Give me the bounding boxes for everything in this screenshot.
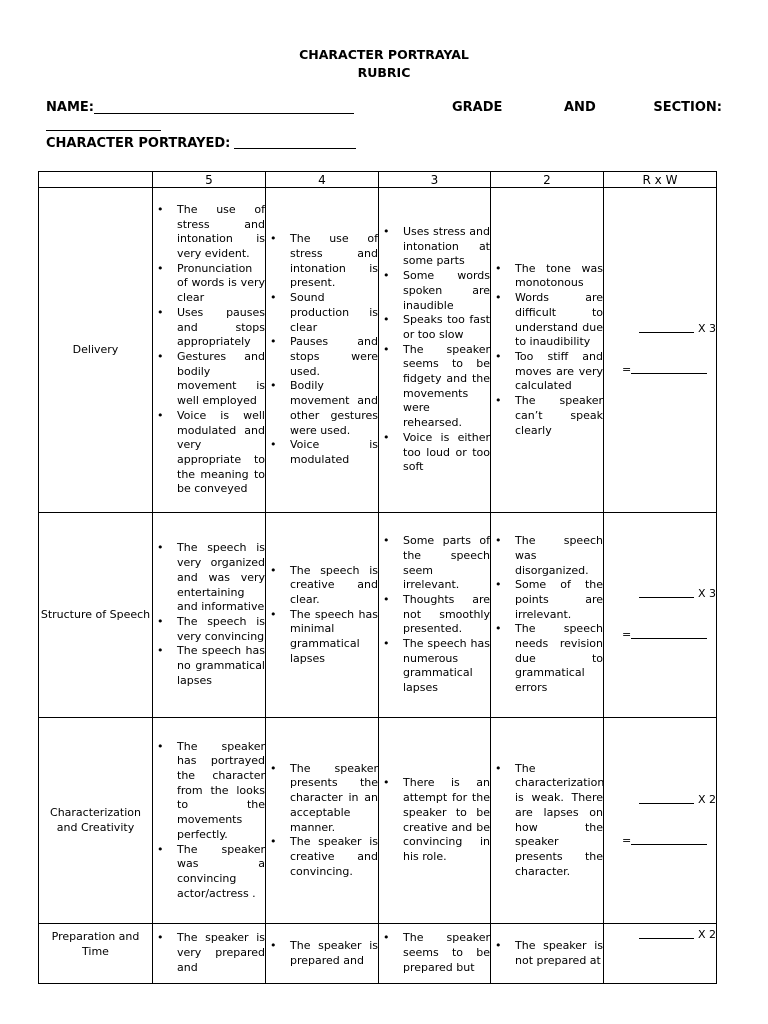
grade-label: GRADE [452,100,503,115]
descriptor-item: • The speaker was a convincing actor/actress . [153,843,265,902]
character-blank[interactable] [234,148,356,149]
descriptor-item: • The speaker has portrayed the character from the looks to the movements perfectly. [153,740,265,843]
descriptor-list [153,541,265,688]
weight-multiplier: X 3 [694,322,716,336]
character-line [46,136,356,152]
descriptor-item: • Some of the points are irrelevant. [491,578,603,622]
descriptor-item: • The speaker seems to be prepared but [379,931,490,975]
descriptor-cell-2 [491,924,604,984]
descriptor-item: • There is an attempt for the speaker to be creative and be convincing in his role. [379,776,490,864]
weight-line [604,322,716,337]
section-label: SECTION: [653,100,722,115]
descriptor-item: • Voice is well modulated and very appropriate to the meaning to be conveyed [153,409,265,497]
descriptor-list [266,762,378,880]
rubric-table [38,171,717,984]
descriptor-item: • The speaker is not prepared at [491,939,603,968]
descriptor-item: • Voice is modulated [266,438,378,467]
descriptor-cell-5 [153,718,266,924]
header-score-4: 4 [266,172,379,188]
document-title-line1: CHARACTER PORTRAYAL [299,47,469,62]
weighted-score-cell [604,188,717,513]
descriptor-list [153,931,265,975]
weight-multiplier: X 3 [694,587,716,601]
descriptor-cell-2 [491,188,604,513]
descriptor-cell-2 [491,718,604,924]
descriptor-list [491,762,603,880]
criterion-cell: Structure of Speech [39,513,153,718]
total-line [604,363,716,378]
header-score-3: 3 [379,172,491,188]
weight-multiplier: X 2 [694,928,716,941]
equals-sign: = [622,628,632,641]
descriptor-item: • Bodily movement and other gestures were used. [266,379,378,438]
descriptor-list [266,232,378,467]
total-blank[interactable] [631,373,707,374]
descriptor-list [379,776,490,864]
weighted-score-cell [604,718,717,924]
rubric-row [39,924,717,984]
rating-blank[interactable] [639,803,694,804]
descriptor-item: • The speaker is very prepared and [153,931,265,975]
descriptor-item: • Uses pauses and stops appropriately [153,306,265,350]
name-label: NAME: [46,100,94,115]
character-label: CHARACTER PORTRAYED: [46,136,231,151]
criterion-cell: Characterization and Creativity [39,718,153,924]
descriptor-list [266,939,378,968]
descriptor-item: • The speech needs revision due to grammatical errors [491,622,603,696]
rubric-row [39,718,717,924]
weight-line [604,928,716,943]
descriptor-item: • Pauses and stops were used. [266,335,378,379]
and-label: AND [564,100,596,115]
criterion-cell: Preparation and Time [39,924,153,984]
descriptor-cell-4 [266,924,379,984]
descriptor-item: • The speaker seems to be fidgety and the movements were rehearsed. [379,343,490,431]
descriptor-list [153,203,265,497]
weight-line [604,793,716,808]
descriptor-list [153,740,265,902]
rubric-row [39,188,717,513]
descriptor-item: • The speech is very organized and was very entertaining and informative [153,541,265,615]
rating-blank[interactable] [639,597,694,598]
rating-blank[interactable] [639,332,694,333]
descriptor-item: • The speaker can’t speak clearly [491,394,603,438]
header-rxw: R x W [604,172,717,188]
total-blank[interactable] [631,638,707,639]
weight-multiplier: X 2 [694,792,716,806]
rating-blank[interactable] [639,938,694,939]
descriptor-cell-3 [379,513,491,718]
equals-sign: = [622,363,632,376]
equals-sign: = [622,833,632,847]
descriptor-item: • The speech is very convincing [153,615,265,644]
descriptor-item: • Voice is either too loud or too soft [379,431,490,475]
rubric-row [39,513,717,718]
descriptor-item: • The characterization is weak. There are lapses on how the speaker presents the character. [491,762,603,880]
descriptor-item: • Gestures and bodily movement is well employed [153,350,265,409]
weighted-score-cell [604,513,717,718]
descriptor-item: • The speech is creative and clear. [266,564,378,608]
descriptor-list [379,931,490,975]
descriptor-item: • Words are difficult to understand due to inaudibility [491,291,603,350]
descriptor-item: • The speaker is creative and convincing. [266,835,378,879]
descriptor-item: • Speaks too fast or too slow [379,313,490,342]
header-row [39,172,717,188]
weight-line [604,587,716,602]
descriptor-list [491,534,603,696]
criterion-cell: Delivery [39,188,153,513]
descriptor-cell-2 [491,513,604,718]
descriptor-cell-3 [379,718,491,924]
descriptor-item: • Too stiff and moves are very calculated [491,350,603,394]
descriptor-cell-4 [266,513,379,718]
descriptor-list [491,939,603,968]
descriptor-item: • The use of stress and intonation is present. [266,232,378,291]
descriptor-item: • The speech has minimal grammatical lapses [266,608,378,667]
descriptor-cell-4 [266,188,379,513]
document-title-line2: RUBRIC [357,65,411,80]
descriptor-item: • Pronunciation of words is very clear [153,262,265,306]
descriptor-item: • Thoughts are not smoothly presented. [379,593,490,637]
descriptor-item: • The speech has numerous grammatical lapses [379,637,490,696]
descriptor-item: • The speech has no grammatical lapses [153,644,265,688]
descriptor-list [379,534,490,696]
descriptor-cell-4 [266,718,379,924]
name-blank[interactable] [94,113,354,114]
descriptor-item: • The speech was disorganized. [491,534,603,578]
descriptor-item: • Some parts of the speech seem irrelevant. [379,534,490,593]
descriptor-cell-3 [379,924,491,984]
descriptor-item: • The speaker presents the character in an acceptable manner. [266,762,378,836]
descriptor-item: • The speaker is prepared and [266,939,378,968]
descriptor-cell-5 [153,188,266,513]
weighted-score-cell [604,924,717,984]
descriptor-cell-5 [153,924,266,984]
descriptor-cell-5 [153,513,266,718]
descriptor-list [266,564,378,667]
header-blank [39,172,153,188]
header-score-5: 5 [153,172,266,188]
descriptor-item: • Sound production is clear [266,291,378,335]
descriptor-item: • Uses stress and intonation at some parts [379,225,490,269]
section-blank[interactable] [46,116,161,131]
descriptor-list [491,262,603,438]
header-score-2: 2 [491,172,604,188]
total-line [604,628,716,643]
total-line [604,834,716,849]
total-blank[interactable] [631,844,707,845]
descriptor-item: • The use of stress and intonation is very evident. [153,203,265,262]
descriptor-item: • Some words spoken are inaudible [379,269,490,313]
descriptor-list [379,225,490,475]
descriptor-item: • The tone was monotonous [491,262,603,291]
descriptor-cell-3 [379,188,491,513]
